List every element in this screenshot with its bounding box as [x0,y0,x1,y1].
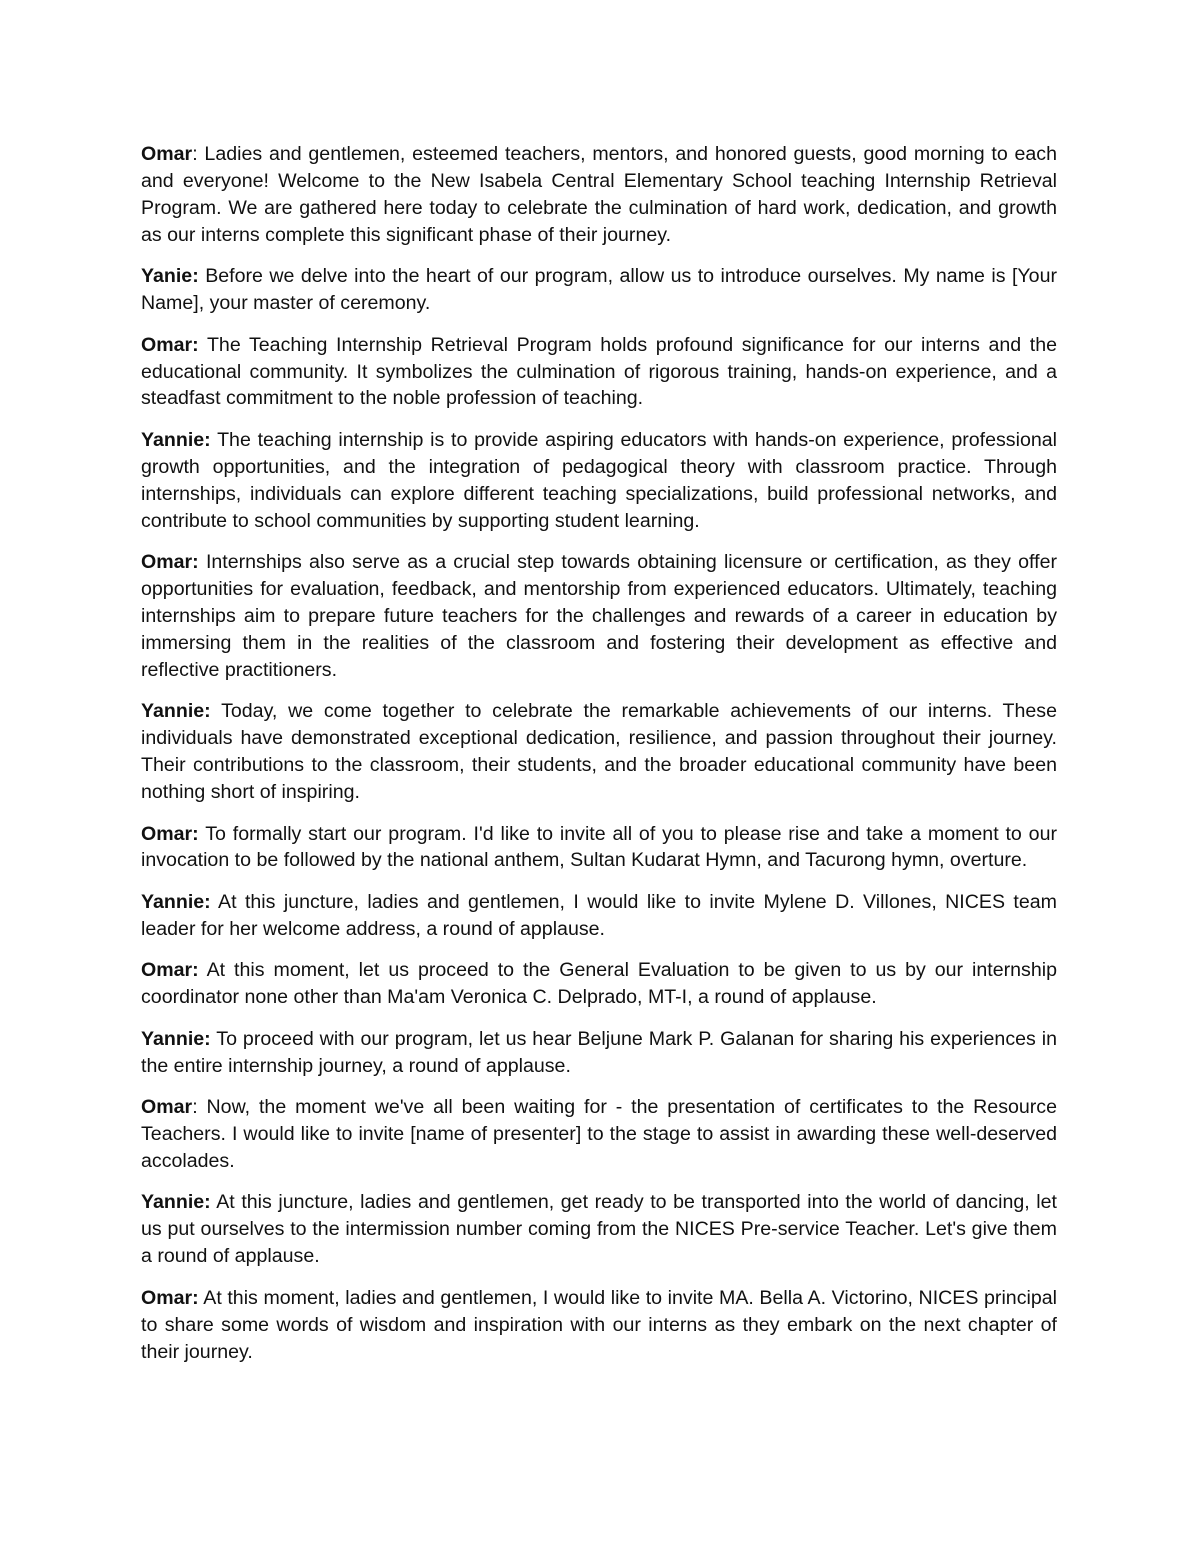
dialogue-text: At this juncture, ladies and gentlemen, I would like to invite Mylene D. Villones, NICES team leader for her welcome address, a round of applause. [141,890,1057,940]
dialogue-text: At this moment, ladies and gentlemen, I would like to invite MA. Bella A. Victorino, NICES principal to share some words of wisdom and inspiration with our interns as they embark on the next chapter of their journey. [141,1286,1057,1363]
dialogue-text: The Teaching Internship Retrieval Program holds profound significance for our interns and the educational community. It symbolizes the culmination of rigorous training, hands-on experience, and a steadfast commitment to the noble profession of teaching. [141,333,1057,410]
speaker-separator: : [192,143,205,165]
dialogue-paragraph [141,698,1057,806]
dialogue-text: The teaching internship is to provide aspiring educators with hands-on experience, professional growth opportunities, and the integration of pedagogical theory with classroom practice. Through internships, individuals can explore different teaching specializations, build professional networks, and contribute to school communities by supporting student learning. [141,428,1057,532]
speaker-name: Omar [141,143,193,165]
speaker-name: Yannie: [141,890,211,913]
dialogue-paragraph [141,1026,1057,1080]
dialogue-paragraph [141,1189,1057,1270]
speaker-name: Yannie: [141,428,211,451]
dialogue-paragraph [141,263,1057,317]
script-body [141,141,1057,1380]
dialogue-text: To formally start our program. I'd like to invite all of you to please rise and take a moment to our invocation to be followed by the national anthem, Sultan Kudarat Hymn, and Tacurong hymn, overture. [141,822,1057,872]
speaker-separator [199,551,206,573]
dialogue-text: At this moment, let us proceed to the General Evaluation to be given to us by our internship coordinator none other than Ma'am Veronica C. Delprado, MT-I, a round of applause. [141,959,1057,1009]
speaker-separator [211,891,218,913]
speaker-separator [211,700,221,722]
dialogue-paragraph [141,141,1057,249]
speaker-name: Yannie: [141,1027,211,1050]
dialogue-paragraph [141,1094,1057,1175]
dialogue-paragraph [141,889,1057,943]
speaker-separator [199,334,207,356]
speaker-name: Omar: [141,551,199,574]
dialogue-text: At this juncture, ladies and gentlemen, get ready to be transported into the world of dancing, let us put ourselves to the intermission number coming from the NICES Pre-service Teacher. Let's give them a round of applause. [141,1191,1057,1268]
dialogue-text: Now, the moment we've all been waiting for - the presentation of certificates to the Resource Teachers. I would like to invite [name of presenter] to the stage to assist in awarding these well-deserved accolades. [141,1096,1058,1172]
speaker-name: Omar: [141,822,199,845]
speaker-separator: : [192,1096,207,1119]
dialogue-paragraph [141,549,1057,684]
dialogue-paragraph [141,427,1057,535]
dialogue-text: Before we delve into the heart of our program, allow us to introduce ourselves. My name is [Your Name], your master of ceremony. [141,265,1057,315]
speaker-name: Omar [141,1096,193,1119]
speaker-separator [199,959,207,981]
dialogue-paragraph [141,821,1057,875]
dialogue-paragraph [141,957,1057,1011]
speaker-name: Omar: [141,333,199,356]
dialogue-text: To proceed with our program, let us hear Beljune Mark P. Galanan for sharing his experiences in the entire internship journey, a round of applause. [141,1027,1057,1077]
speaker-name: Yannie: [141,1191,211,1214]
dialogue-text: Today, we come together to celebrate the remarkable achievements of our interns. These individuals have demonstrated exceptional dedication, resilience, and passion throughout their journey. Their contributions to the classroom, their students, and the broader educational community have been nothing short of inspiring. [141,700,1057,803]
speaker-name: Omar: [141,959,199,982]
dialogue-paragraph [141,1285,1057,1366]
dialogue-paragraph [141,332,1057,413]
dialogue-text: Ladies and gentlemen, esteemed teachers, mentors, and honored guests, good morning to each and everyone! Welcome to the New Isabela Central Elementary School teaching Internship Retrieval Program. We are gathered here today to celebrate the culmination of hard work, dedication, and growth as our interns complete this significant phase of their journey. [141,143,1058,246]
speaker-name: Yannie: [141,700,211,723]
speaker-name: Yanie: [141,265,199,288]
dialogue-text: Internships also serve as a crucial step towards obtaining licensure or certification, as they offer opportunities for evaluation, feedback, and mentorship from experienced educators. Ultimately, teaching internships aim to prepare future teachers for the challenges and rewards of a career in education by immersing them in the realities of the classroom and fostering their development as effective and reflective practitioners. [141,551,1057,681]
speaker-name: Omar: [141,1286,199,1309]
